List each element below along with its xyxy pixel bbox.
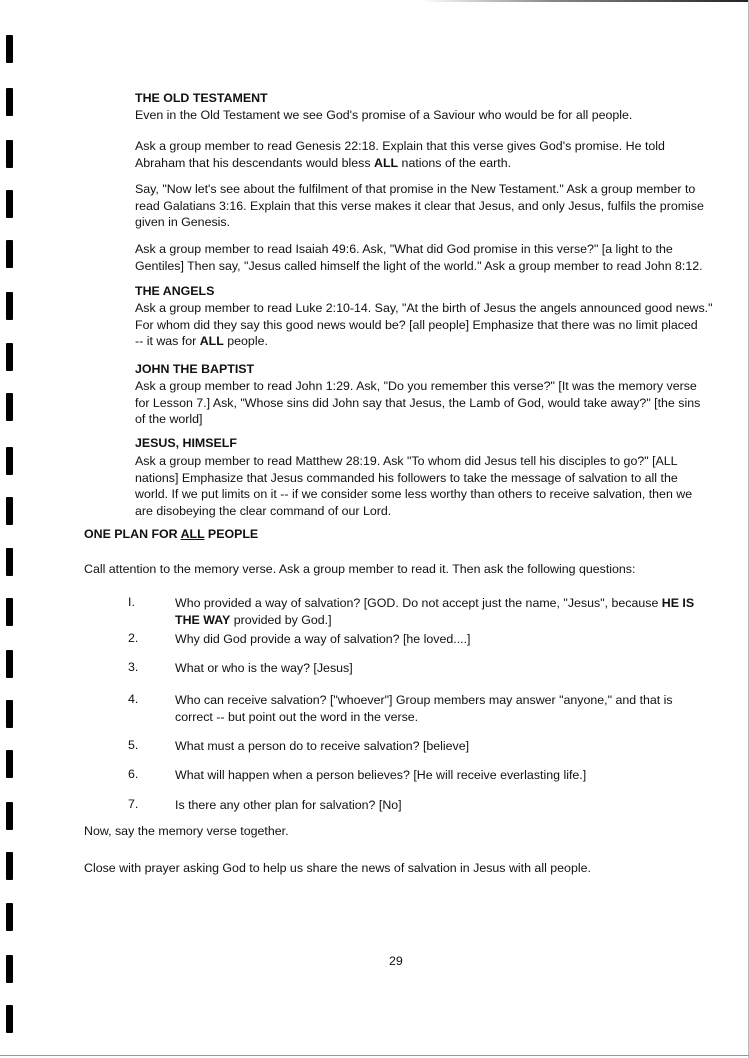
paragraph: Even in the Old Testament we see God's promise of a Saviour who would be for all people. [135,108,633,122]
heading-angels: THE ANGELS [135,284,215,298]
heading-old-testament: THE OLD TESTAMENT [135,91,268,105]
closing-text: Close with prayer asking God to help us share the news of salvation in Jesus with all people. [84,861,591,875]
intro-text: Call attention to the memory verse. Ask a group member to read it. Then ask the following questions: [84,562,636,576]
paragraph: Ask a group member to read Matthew 28:19. Ask "To whom did Jesus tell his disciples to go?" [ALL nations] Emphasize that Jesus commanded his followers to take the message of salvation to all the world. If we put limits on it -- if we consider some less worthy than others to receive salvation, then we are disobeying the clear command of our Lord. [135,454,693,518]
paragraph: Ask a group member to read Genesis 22:18. Explain that this verse gives God's promise. He told Abraham that his descendants would bless ALL nations of the earth. [135,139,665,170]
paragraph: Say, "Now let's see about the fulfilment of that promise in the New Testament." Ask a group member to read Galatians 3:16. Explain that this verse makes it clear that Jesus, and only Jesus, fulfils the promise given in Genesis. [135,182,704,229]
paragraph: Ask a group member to read Isaiah 49:6. Ask, "What did God promise in this verse?" [a light to the Gentiles] Then say, "Jesus called himself the light of the world." Ask a group member to read John 8:12. [135,242,703,273]
page-number: 29 [389,954,403,968]
scan-edge-bottom [0,1055,749,1056]
scan-edge-top [420,0,749,2]
closing-text: Now, say the memory verse together. [84,824,289,838]
paragraph: Ask a group member to read Luke 2:10-14. Say, "At the birth of Jesus the angels announced good news." For whom did they say this good news would be? [all people] Emphasize that there was no limit placed -- it was for ALL people. [135,301,713,348]
heading-john-the-baptist: JOHN THE BAPTIST [135,362,255,376]
paragraph: Ask a group member to read John 1:29. Ask, "Do you remember this verse?" [It was the memory verse for Lesson 7.] Ask, "Whose sins did John say that Jesus, the Lamb of God, would take away?" [the sins of the world] [135,379,701,426]
heading-jesus-himself: JESUS, HIMSELF [135,436,237,450]
heading-one-plan: ONE PLAN FOR ALL PEOPLE [84,527,259,541]
